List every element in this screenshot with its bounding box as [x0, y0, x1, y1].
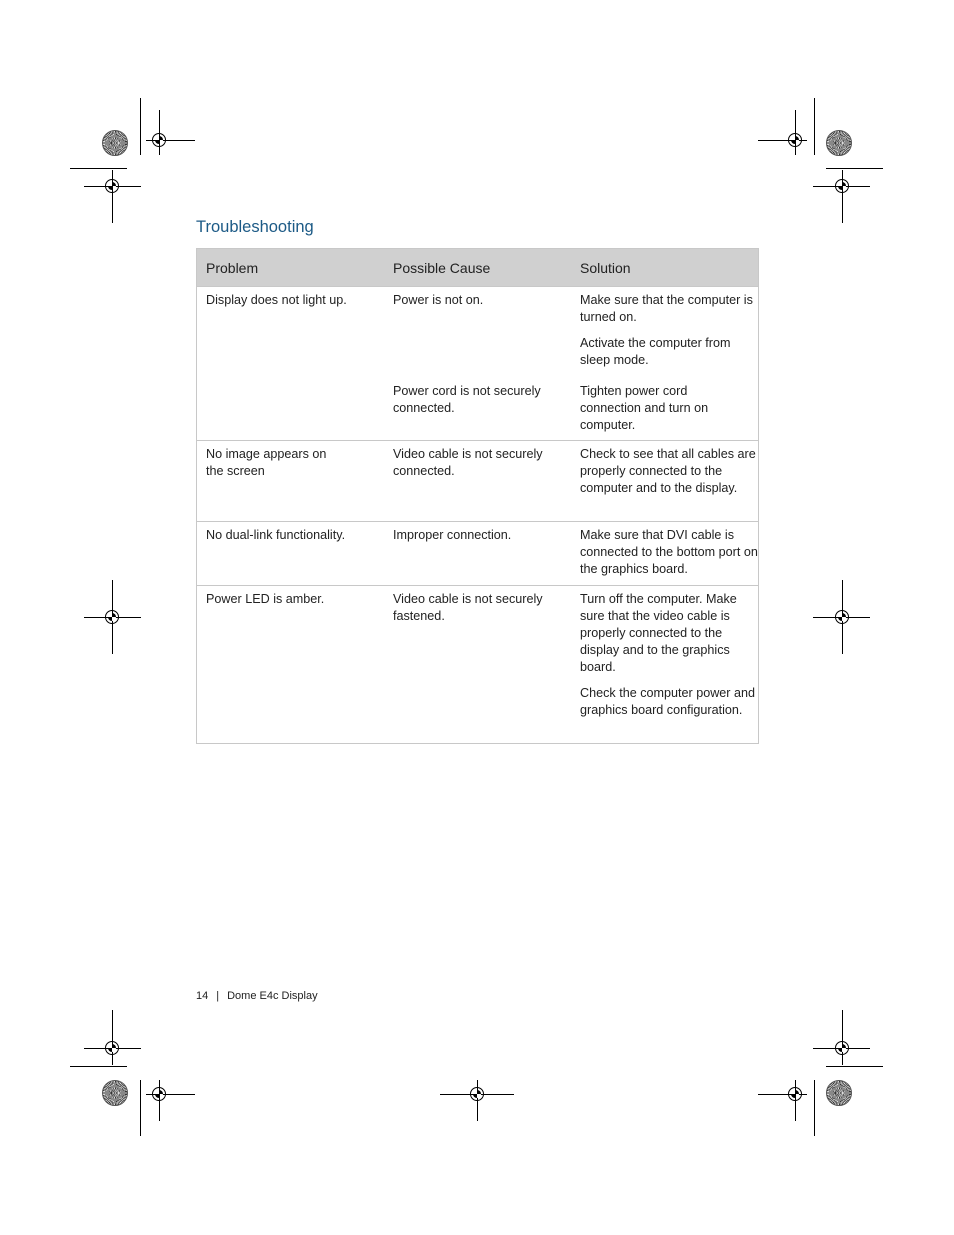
- cause-text: Video cable is not securely connected.: [393, 447, 543, 478]
- crop-mark: [814, 98, 815, 155]
- crop-mark: [795, 1080, 796, 1121]
- solution-cell: [571, 441, 758, 521]
- color-starburst-icon: [102, 130, 128, 156]
- table-header: [197, 249, 758, 286]
- crop-mark: [70, 168, 127, 169]
- cause-text: Video cable is not securely fastened.: [393, 592, 543, 623]
- problem-text: Power LED is amber.: [206, 592, 325, 606]
- solution-text: Check the computer power and graphics board configuration.: [580, 686, 756, 717]
- solution-cell: [571, 287, 758, 440]
- crop-mark: [112, 1010, 113, 1065]
- color-starburst-icon: [826, 130, 852, 156]
- solution-text: Activate the computer from sleep mode.: [580, 336, 731, 367]
- problem-cell: [197, 586, 384, 743]
- solution-text: Make sure that DVI cable is connected to the bottom port on the graphics board.: [580, 528, 758, 576]
- crop-mark: [826, 1066, 883, 1067]
- cause-text: Power cord is not securely connected.: [393, 384, 541, 415]
- document-title: Dome E4c Display: [227, 990, 318, 1002]
- page-footer: [196, 990, 318, 1002]
- header-problem: Problem: [206, 259, 259, 276]
- cause-cell: [384, 441, 571, 521]
- problem-cell: [197, 287, 384, 440]
- table-row: [197, 521, 758, 585]
- troubleshooting-table: [196, 248, 759, 744]
- solution-cell: [571, 522, 758, 585]
- problem-text: No image appears on the screen: [206, 447, 327, 478]
- solution-text: Check to see that all cables are properly connected to the computer and to the display.: [580, 447, 756, 495]
- solution-text: Turn off the computer. Make sure that the video cable is properly connected to the display and to the graphics board.: [580, 592, 737, 674]
- crop-mark: [842, 170, 843, 223]
- problem-text: No dual-link functionality.: [206, 528, 346, 542]
- problem-cell: [197, 441, 384, 521]
- registration-mark-icon: [835, 1041, 849, 1055]
- crop-mark: [159, 1080, 160, 1121]
- solution-text: Tighten power cord connection and turn on computer.: [580, 384, 709, 432]
- registration-mark-icon: [105, 1041, 119, 1055]
- registration-mark-icon: [470, 1087, 484, 1101]
- table-row: [197, 585, 758, 743]
- solution-text: Make sure that the computer is turned on.: [580, 293, 753, 324]
- crop-mark: [140, 1080, 141, 1136]
- crop-mark: [140, 98, 141, 155]
- problem-cell: [197, 522, 384, 585]
- registration-mark-icon: [105, 610, 119, 624]
- solution-cell: [571, 586, 758, 743]
- cause-cell: [384, 586, 571, 743]
- crop-mark: [826, 168, 883, 169]
- header-possible-cause: Possible Cause: [393, 259, 491, 276]
- color-starburst-icon: [826, 1080, 852, 1106]
- cause-text: Power is not on.: [393, 293, 484, 307]
- table-row: [197, 286, 758, 440]
- crop-mark: [70, 1066, 127, 1067]
- registration-mark-icon: [835, 610, 849, 624]
- crop-mark: [842, 1010, 843, 1065]
- crop-mark: [814, 1080, 815, 1136]
- footer-separator: |: [216, 990, 220, 1002]
- table-row: [197, 440, 758, 521]
- cause-cell: [384, 287, 571, 440]
- cause-cell: [384, 522, 571, 585]
- crop-mark: [795, 110, 796, 155]
- section-title: Troubleshooting: [196, 218, 314, 236]
- crop-mark: [112, 170, 113, 223]
- page-number: 14: [196, 990, 209, 1002]
- crop-mark: [159, 110, 160, 155]
- cause-text: Improper connection.: [393, 528, 512, 542]
- header-solution: Solution: [580, 259, 631, 276]
- color-starburst-icon: [102, 1080, 128, 1106]
- problem-text: Display does not light up.: [206, 293, 347, 307]
